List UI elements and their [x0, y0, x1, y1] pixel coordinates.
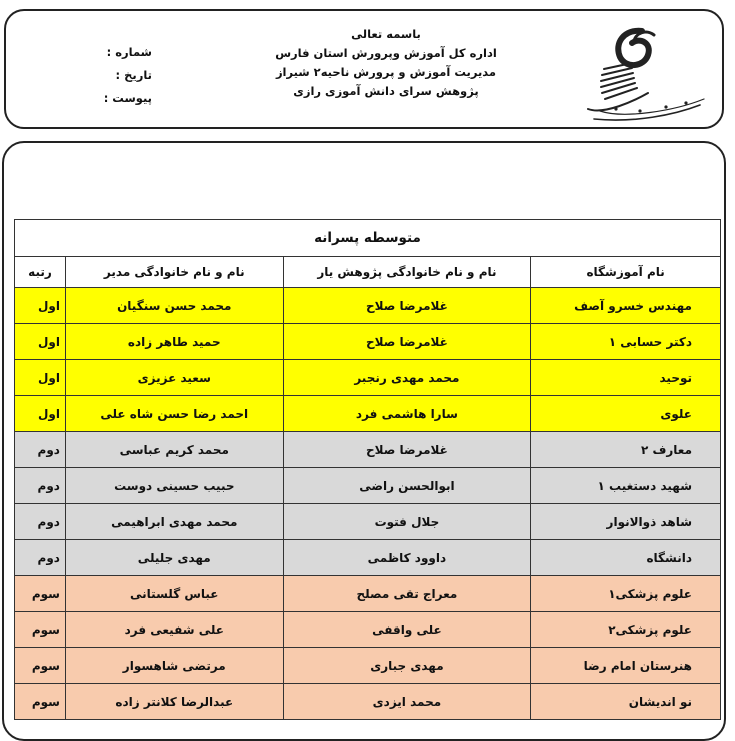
attachment-field: پیوست :: [103, 91, 152, 105]
research-assistant-cell: غلامرضا صلاح: [283, 288, 531, 324]
rank-cell: اول: [15, 396, 66, 432]
principal-cell: عباس گلستانی: [65, 576, 283, 612]
letterhead-line-2: اداره کل آموزش وپرورش استان فارس: [275, 46, 497, 60]
rank-cell: اول: [15, 360, 66, 396]
table-title: متوسطه پسرانه: [15, 220, 721, 257]
school-cell: نو اندیشان: [531, 684, 721, 720]
table-row: [15, 324, 721, 360]
header-research-assistant: نام و نام خانوادگی پژوهش یار: [283, 257, 531, 288]
research-center-logo: [574, 23, 712, 125]
school-cell: مهندس خسرو آصف: [531, 288, 721, 324]
rank-cell: اول: [15, 324, 66, 360]
rank-cell: دوم: [15, 504, 66, 540]
rank-cell: دوم: [15, 468, 66, 504]
header-principal: نام و نام خانوادگی مدیر: [65, 257, 283, 288]
principal-cell: سعید عزیزی: [65, 360, 283, 396]
header-rank: رتبه: [15, 257, 66, 288]
principal-cell: مهدی جلیلی: [65, 540, 283, 576]
school-cell: معارف ۲: [531, 432, 721, 468]
rank-cell: دوم: [15, 432, 66, 468]
rank-cell: اول: [15, 288, 66, 324]
table-body: [15, 288, 721, 720]
research-assistant-cell: علی واقفی: [283, 612, 531, 648]
school-cell: علوی: [531, 396, 721, 432]
table-row: [15, 396, 721, 432]
number-field: شماره :: [106, 45, 152, 59]
research-assistant-cell: غلامرضا صلاح: [283, 432, 531, 468]
rank-cell: دوم: [15, 540, 66, 576]
rank-cell: سوم: [15, 648, 66, 684]
research-assistant-cell: ابوالحسن راضی: [283, 468, 531, 504]
table-row: [15, 288, 721, 324]
meta-fields: [104, 41, 152, 110]
letterhead-line-3: مدیریت آموزش و پرورش ناحیه۲ شیراز: [275, 65, 497, 79]
school-cell: شاهد ذوالانوار: [531, 504, 721, 540]
table-row: [15, 612, 721, 648]
rank-cell: سوم: [15, 576, 66, 612]
school-cell: شهید دستغیب ۱: [531, 468, 721, 504]
table-row: [15, 540, 721, 576]
letterhead-line-1: باسمه تعالی: [351, 27, 421, 41]
principal-cell: عبدالرضا کلانتر زاده: [65, 684, 283, 720]
rank-cell: سوم: [15, 612, 66, 648]
research-assistant-cell: محمد مهدی رنجبر: [283, 360, 531, 396]
principal-cell: محمد کریم عباسی: [65, 432, 283, 468]
ranking-table: [14, 219, 721, 720]
table-row: [15, 360, 721, 396]
letterhead-text: [261, 25, 511, 101]
table-row: [15, 432, 721, 468]
header-school: نام آموزشگاه: [531, 257, 721, 288]
research-assistant-cell: سارا هاشمی فرد: [283, 396, 531, 432]
school-cell: دانشگاه: [531, 540, 721, 576]
rank-cell: سوم: [15, 684, 66, 720]
research-assistant-cell: جلال فتوت: [283, 504, 531, 540]
principal-cell: حمید طاهر زاده: [65, 324, 283, 360]
research-assistant-cell: داوود کاظمی: [283, 540, 531, 576]
school-cell: هنرستان امام رضا: [531, 648, 721, 684]
table-row: [15, 648, 721, 684]
header-row: [15, 257, 721, 288]
principal-cell: علی شفیعی فرد: [65, 612, 283, 648]
date-field: تاریخ :: [115, 68, 152, 82]
letterhead: [4, 9, 724, 129]
letterhead-line-4: پژوهش سرای دانش آموزی رازی: [293, 84, 479, 98]
principal-cell: محمد حسن سنگیان: [65, 288, 283, 324]
principal-cell: احمد رضا حسن شاه علی: [65, 396, 283, 432]
school-cell: توحید: [531, 360, 721, 396]
school-cell: دکتر حسابی ۱: [531, 324, 721, 360]
research-assistant-cell: مهدی جباری: [283, 648, 531, 684]
principal-cell: محمد مهدی ابراهیمی: [65, 504, 283, 540]
table-row: [15, 684, 721, 720]
school-cell: علوم پزشکی۱: [531, 576, 721, 612]
table-row: [15, 504, 721, 540]
principal-cell: حبیب حسینی دوست: [65, 468, 283, 504]
school-cell: علوم پزشکی۲: [531, 612, 721, 648]
research-assistant-cell: محمد ایزدی: [283, 684, 531, 720]
research-assistant-cell: معراج تقی مصلح: [283, 576, 531, 612]
principal-cell: مرتضی شاهسوار: [65, 648, 283, 684]
table-row: [15, 468, 721, 504]
table-row: [15, 576, 721, 612]
research-assistant-cell: غلامرضا صلاح: [283, 324, 531, 360]
